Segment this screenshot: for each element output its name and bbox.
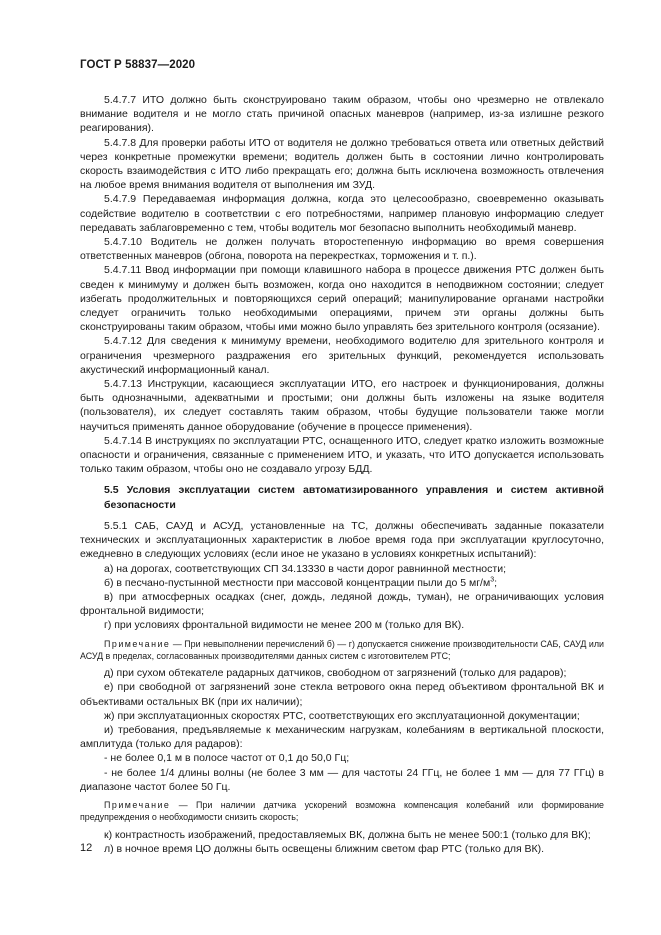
page-number: 12: [80, 842, 93, 854]
list-item-b-end: ;: [494, 576, 498, 589]
note-2-text: — При наличии датчика ускорений возможна компенсация колебаний или формирование предупреждения о необходимости снизить скорость;: [80, 799, 604, 823]
list-item-e: е) при свободной от загрязнений зоне стекла ветрового окна перед объективом фронтальной ВК и объективами остальных ВК (при их наличии);: [80, 681, 604, 708]
list-item-g: г) при условиях фронтальной видимости не менее 200 м (только для ВК).: [104, 619, 465, 632]
list-item-k: к) контрастность изображений, предоставляемых ВК, должна быть не менее 500:1 (только для ВК);: [104, 828, 591, 841]
list-item-l: л) в ночное время ЦО должны быть освещены ближним светом фар РТС (только для ВК).: [104, 842, 545, 855]
paragraph-5-4-7-10: 5.4.7.10 Водитель не должен получать второстепенную информацию во время совершения ответственных маневров (обгона, поворота на перекрестках, торможения и т. п.).: [80, 236, 604, 263]
superscript-3: 3: [490, 576, 495, 584]
list-item-i-dash-2: - не более 1/4 длины волны (не более 3 мм — для частоты 24 ГГц, не более 1 мм — для 77 ГГц) в диапазоне частот более 50 Гц.: [80, 766, 604, 793]
list-item-d: д) при сухом обтекателе радарных датчиков, свободном от загрязнений (только для радаров);: [104, 667, 567, 680]
section-title-5-5: 5.5 Условия эксплуатации систем автоматизированного управления и систем активной безопасности: [104, 484, 604, 511]
note-1-label: Примечание: [104, 638, 171, 649]
list-item-b-text: б) в песчано-пустынной местности при массовой концентрации пыли до 5 мг/м: [104, 576, 491, 589]
list-item-i: и) требования, предъявляемые к механическим нагрузкам, колебаниям в вертикальной плоскости, амплитуда (только для радаров):: [80, 723, 604, 751]
note-2-label: Примечание: [104, 799, 171, 810]
paragraph-5-4-7-14: 5.4.7.14 В инструкциях по эксплуатации РТС, оснащенного ИТО, следует кратко изложить возможные опасности и ограничения, связанные с применением ИТО, и указать, что ИТО допускается использовать только таким образом, чтобы оно не создавало угрозу БДД.: [80, 434, 604, 476]
paragraph-5-5-1: 5.5.1 САБ, САУД и АСУД, установленные на ТС, должны обеспечивать заданные показатели технических и эксплуатационных характеристик в любое время года при эксплуатации круглосуточно, ежедневно в следующих условиях (если иное не указано в условиях конкретных испытаний):: [80, 519, 604, 561]
list-item-v: в) при атмосферных осадках (снег, дождь, ледяной дождь, туман), не ограничивающих условия фронтальной видимости;: [80, 590, 604, 618]
paragraph-5-4-7-9: 5.4.7.9 Передаваемая информация должна, когда это целесообразно, своевременно оказывать содействие водителю в соответствии с его потребностями, например плановую информацию следует передавать заблаговременно с тем, чтобы водитель мог безопасно выполнить необходимый маневр.: [80, 193, 604, 234]
list-item-a: а) на дорогах, соответствующих СП 34.13330 в части дорог равнинной местности;: [104, 562, 506, 575]
paragraph-5-4-7-12: 5.4.7.12 Для сведения к минимуму времени, необходимого водителю для зрительного контроля и ограничения чрезмерного раздражения его зрительных функций, рекомендуется использовать акустический информационный канал.: [80, 335, 604, 376]
paragraph-5-4-7-8: 5.4.7.8 Для проверки работы ИТО от водителя не должно требоваться ответа или ответных действий через конкретные промежутки времени; водитель должен быть в состоянии лично контролировать скорость взаимодействия с ИТО либо прекращать его; должна быть исключена возможность отвлечения на любое время внимания водителя от выполнения им ЗУД.: [80, 136, 604, 192]
paragraph-5-4-7-7: 5.4.7.7 ИТО должно быть сконструировано таким образом, чтобы оно чрезмерно не отвлекало внимание водителя и не могло стать причиной опасных маневров (например, из-за излишне резкого реагирования).: [80, 94, 604, 135]
paragraph-5-4-7-11: 5.4.7.11 Ввод информации при помощи клавишного набора в процессе движения РТС должен быть сведен к минимуму и должен быть возможен, когда оно находится в неподвижном состоянии; следует избегать продолжительных и повторяющихся серий операций; манипулирование органами настройки следует ограничить только необходимыми операциями, причем эти органы должны быть сконструированы таким образом, чтобы ими можно было управлять без зрительного контроля (осязание).: [80, 264, 604, 334]
standard-header: ГОСТ Р 58837—2020: [80, 59, 196, 71]
paragraph-5-4-7-13: 5.4.7.13 Инструкции, касающиеся эксплуатации ИТО, его настроек и функционирования, должны быть однозначными, адекватными и простыми; они должны быть изложены на языке водителя (пользователя), их следует составлять таким образом, чтобы будущие пользователи также могли научиться применять данное оборудование (обучение в процессе применения).: [80, 378, 604, 433]
note-2: [80, 799, 604, 824]
list-item-zh: ж) при эксплуатационных скоростях РТС, соответствующих его эксплуатационной документации;: [104, 709, 580, 722]
list-item-b: [80, 576, 604, 590]
document-body: [80, 93, 604, 856]
list-item-i-dash-1: - не более 0,1 м в полосе частот от 0,1 до 50,0 Гц;: [104, 752, 350, 765]
note-1: [80, 638, 604, 663]
note-1-text: — При невыполнении перечислений б) — г) допускается снижение производительности САБ, САУД или АСУД в пределах, согласованных производителями данных систем с изготовителем РТС;: [80, 638, 604, 661]
